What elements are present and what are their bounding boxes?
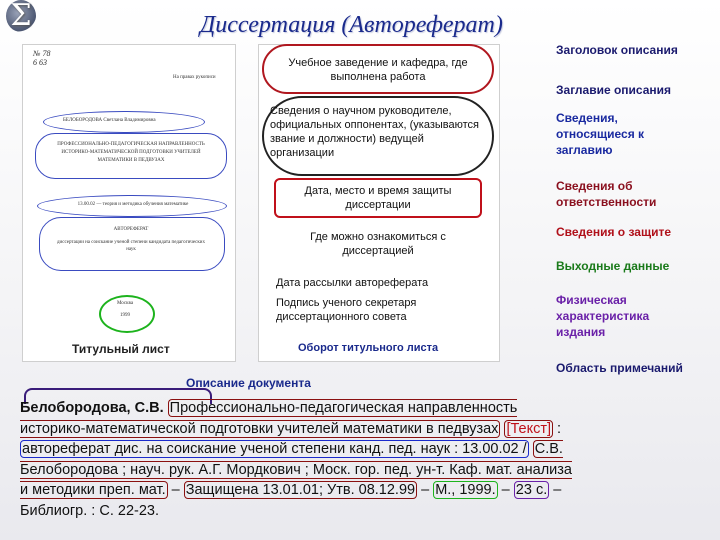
desc-publication: М., 1999. <box>435 482 496 499</box>
description-label: Описание документа <box>186 376 311 390</box>
tp-top-right: На правах рукописи <box>173 75 216 80</box>
title-page-image <box>22 44 236 362</box>
label-responsibility: Сведения об ответственности <box>556 179 657 209</box>
desc-dash-2: – <box>417 482 430 499</box>
back-item-mailing-date: Дата рассылки автореферата <box>276 277 429 289</box>
label-imprint: Выходные данные <box>556 259 670 273</box>
tp-author: БЕЛОБОРОДОВА Светлана Владимировна <box>63 118 156 123</box>
label-defense: Сведения о защите <box>556 225 672 239</box>
bibliographic-description <box>20 398 580 522</box>
desc-notes: Библиогр. : С. 22-23. <box>20 502 160 519</box>
corner-marks: № 78 6 63 <box>33 49 51 67</box>
sigma-logo-icon: Σ <box>6 0 36 32</box>
tp-genre: АВТОРЕФЕРАТ <box>113 227 149 232</box>
tp-city: Москва <box>116 301 134 306</box>
tp-dissertation-title: ПРОФЕССИОНАЛЬНО-ПЕДАГОГИЧЕСКАЯ НАПРАВЛЕННОСТЬ ИСТОРИКО-МАТЕМАТИЧЕСКОЙ ПОДГОТОВКИ УЧИТЕЛЕЙ МАТЕМАТИКИ В ПЕДВУЗАХ <box>57 142 205 163</box>
tp-specialty: 13.00.02 — теория и методика обучения математике <box>77 202 189 207</box>
label-heading: Заголовок описания <box>556 43 678 57</box>
title-page-caption: Титульный лист <box>72 342 170 356</box>
label-title-info: Сведения, относящиеся к заглавию <box>556 111 645 157</box>
desc-dash-1: – <box>167 482 184 499</box>
desc-other-title: автореферат дис. на соискание ученой степени канд. пед. наук : 13.00.02 / <box>22 441 527 458</box>
back-item-supervisor: Сведения о научном руководителе, официальных оппонентах, (указываются звание и должности) ведущей организации <box>270 105 479 159</box>
slide-title: Диссертация (Автореферат) <box>200 12 503 38</box>
desc-dash-4: – <box>549 482 562 499</box>
desc-title: Профессионально-педагогическая направленность историко-математической подготовки учителей математики в педвузах <box>20 400 518 437</box>
tp-degree: диссертации на соискание ученой степени кандидата педагогических наук <box>57 240 205 252</box>
back-item-defense: Дата, место и время защиты диссертации <box>304 185 452 211</box>
back-item-institution: Учебное заведение и кафедра, где выполнена работа <box>288 57 468 83</box>
desc-defense: Защищена 13.01.01; Утв. 08.12.99 <box>185 482 416 499</box>
back-item-location: Где можно ознакомиться с диссертацией <box>310 231 446 257</box>
desc-heading: Белобородова, С.В. <box>20 400 164 416</box>
desc-dash-3: – <box>497 482 510 499</box>
desc-responsibility: С.В. Белобородова ; науч. рук. А.Г. Мордкович ; Моск. гор. пед. ун-т. Каф. мат. анализа и методики преп. мат. <box>20 441 572 499</box>
tp-year: 1999 <box>120 313 130 318</box>
desc-gmd: [Текст] <box>506 420 552 437</box>
back-page-caption: Оборот титульного листа <box>298 342 439 354</box>
desc-physical: 23 с. <box>515 482 548 499</box>
label-title: Заглавие описания <box>556 83 672 97</box>
label-notes: Область примечаний <box>556 361 683 375</box>
back-item-signature: Подпись ученого секретаря диссертационного совета <box>276 297 417 323</box>
desc-colon: : <box>553 420 562 437</box>
label-physical: Физическая характеристика издания <box>556 293 650 339</box>
